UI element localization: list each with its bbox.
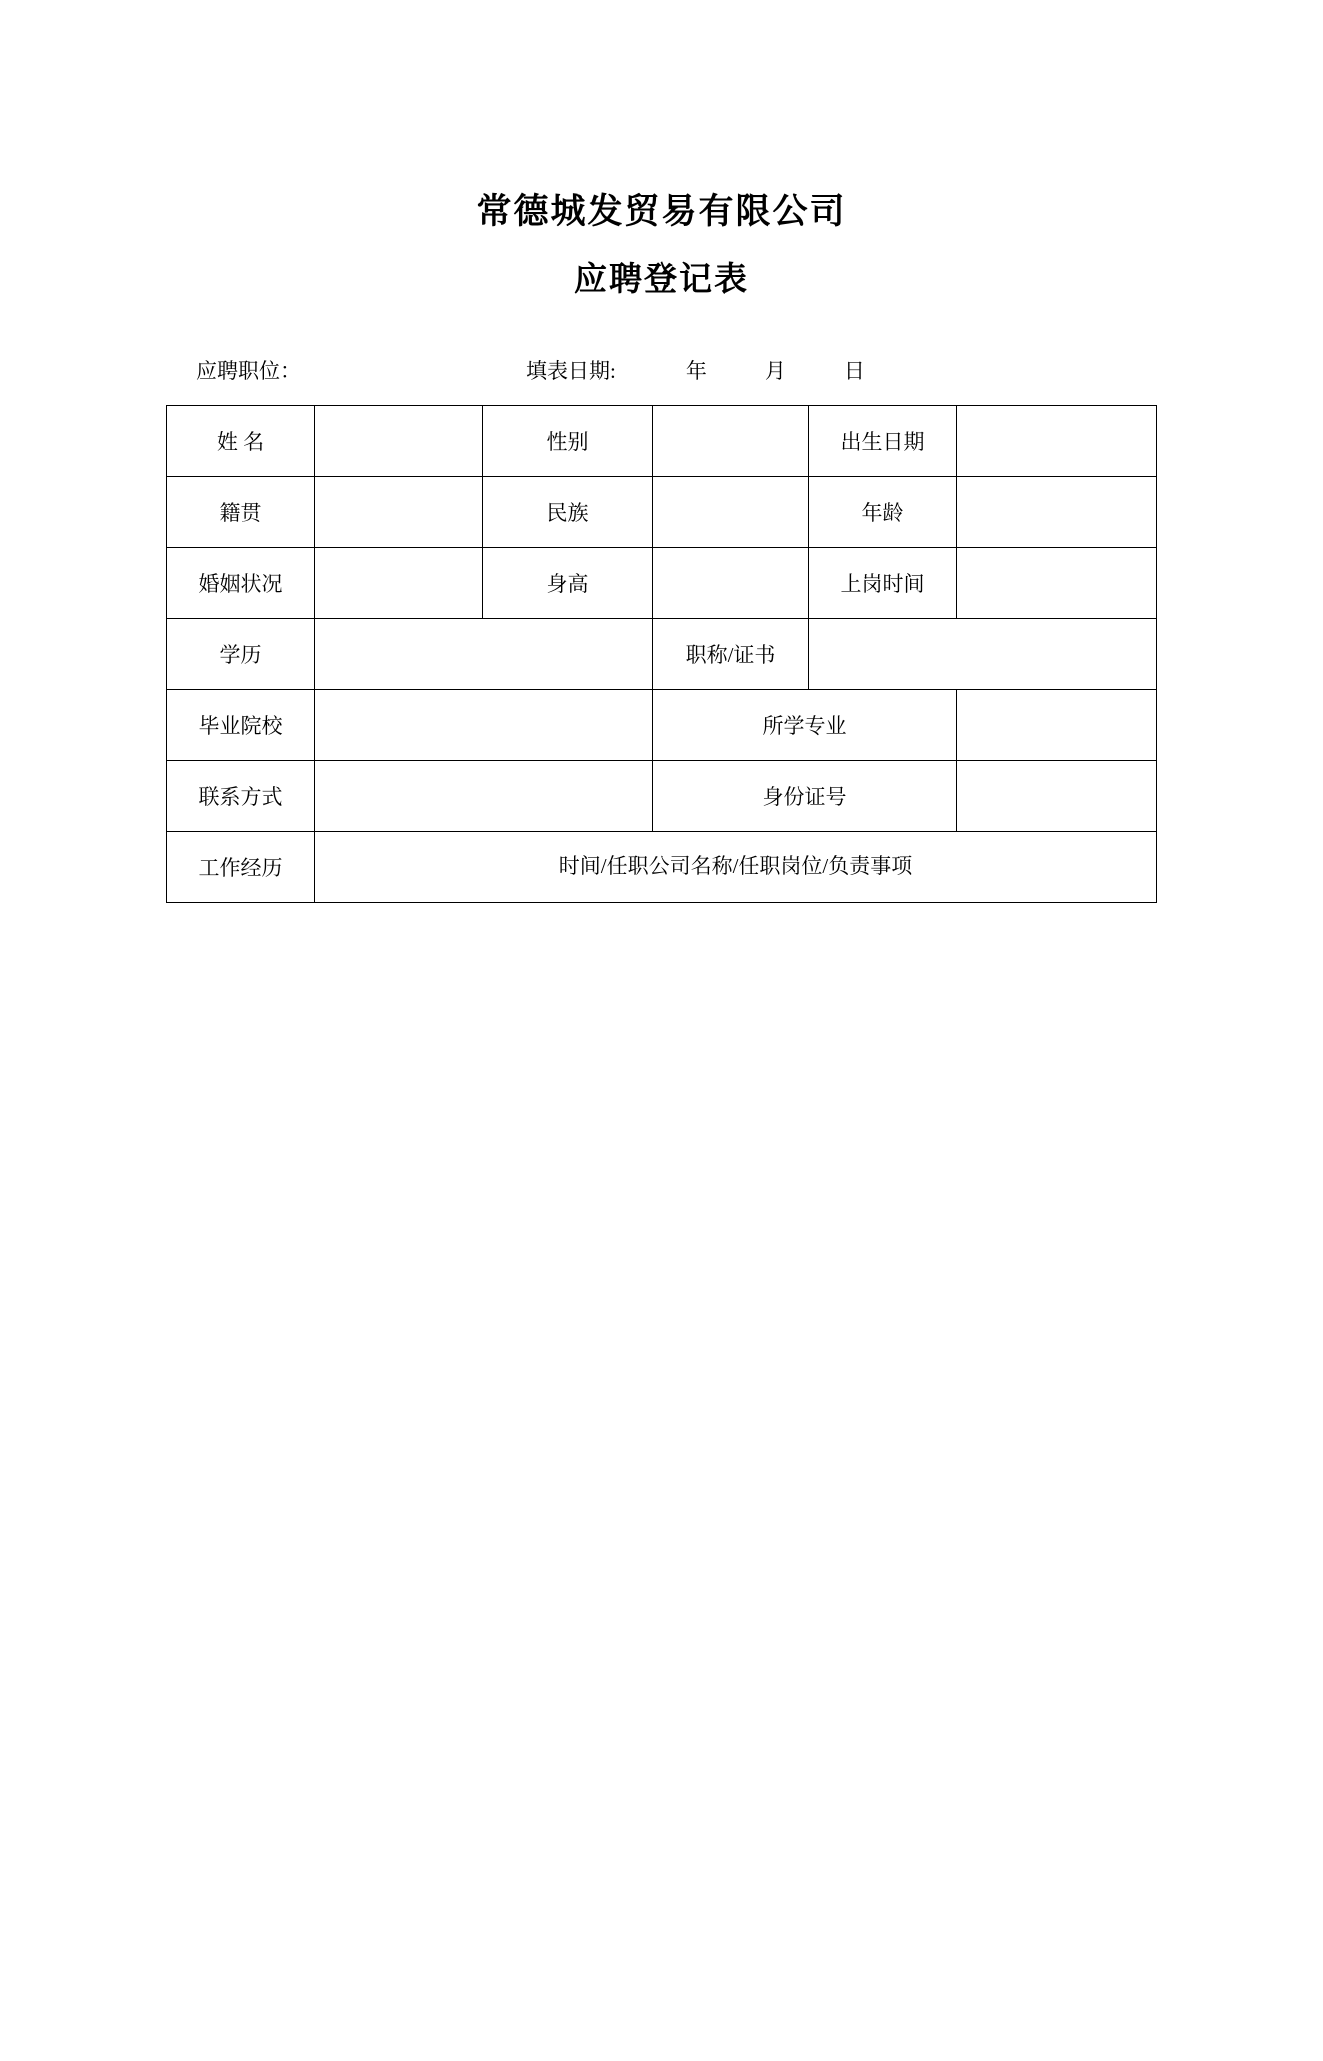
field-major[interactable] <box>957 690 1157 761</box>
field-contact[interactable] <box>315 761 653 832</box>
table-row <box>167 619 1157 690</box>
label-age: 年龄 <box>809 477 957 548</box>
table-row <box>167 761 1157 832</box>
label-graduated-school: 毕业院校 <box>167 690 315 761</box>
date-group <box>526 355 865 385</box>
label-height: 身高 <box>483 548 653 619</box>
field-ethnicity[interactable] <box>653 477 809 548</box>
label-native-place: 籍贯 <box>167 477 315 548</box>
label-birthdate: 出生日期 <box>809 406 957 477</box>
label-contact: 联系方式 <box>167 761 315 832</box>
form-title: 应聘登记表 <box>574 261 749 298</box>
field-work-experience[interactable]: 时间/任职公司名称/任职岗位/负责事项 <box>315 832 1157 903</box>
field-graduated-school[interactable] <box>315 690 653 761</box>
label-start-date: 上岗时间 <box>809 548 957 619</box>
table-row <box>167 406 1157 477</box>
field-id-number[interactable] <box>957 761 1157 832</box>
field-gender[interactable] <box>653 406 809 477</box>
field-marital-status[interactable] <box>315 548 483 619</box>
meta-row <box>0 355 1323 385</box>
field-native-place[interactable] <box>315 477 483 548</box>
date-label: 填表日期: <box>526 359 616 383</box>
label-gender: 性别 <box>483 406 653 477</box>
field-name[interactable] <box>315 406 483 477</box>
label-education: 学历 <box>167 619 315 690</box>
table-row-experience <box>167 832 1157 903</box>
field-start-date[interactable] <box>957 548 1157 619</box>
document-page <box>0 190 1323 2061</box>
label-name: 姓 名 <box>167 406 315 477</box>
field-height[interactable] <box>653 548 809 619</box>
month-unit: 月 <box>764 359 786 383</box>
year-unit: 年 <box>685 359 707 383</box>
label-major: 所学专业 <box>653 690 957 761</box>
day-unit: 日 <box>843 359 865 383</box>
label-work-experience: 工作经历 <box>167 832 315 903</box>
title-block <box>0 190 1323 301</box>
label-title-certificate: 职称/证书 <box>653 619 809 690</box>
label-ethnicity: 民族 <box>483 477 653 548</box>
table-row <box>167 548 1157 619</box>
position-label: 应聘职位： <box>196 359 301 383</box>
company-name: 常德城发贸易有限公司 <box>476 192 847 231</box>
application-form-table <box>166 405 1157 903</box>
field-birthdate[interactable] <box>957 406 1157 477</box>
label-marital-status: 婚姻状况 <box>167 548 315 619</box>
field-title-certificate[interactable] <box>809 619 1157 690</box>
table-row <box>167 690 1157 761</box>
table-row <box>167 477 1157 548</box>
label-id-number: 身份证号 <box>653 761 957 832</box>
field-education[interactable] <box>315 619 653 690</box>
field-age[interactable] <box>957 477 1157 548</box>
